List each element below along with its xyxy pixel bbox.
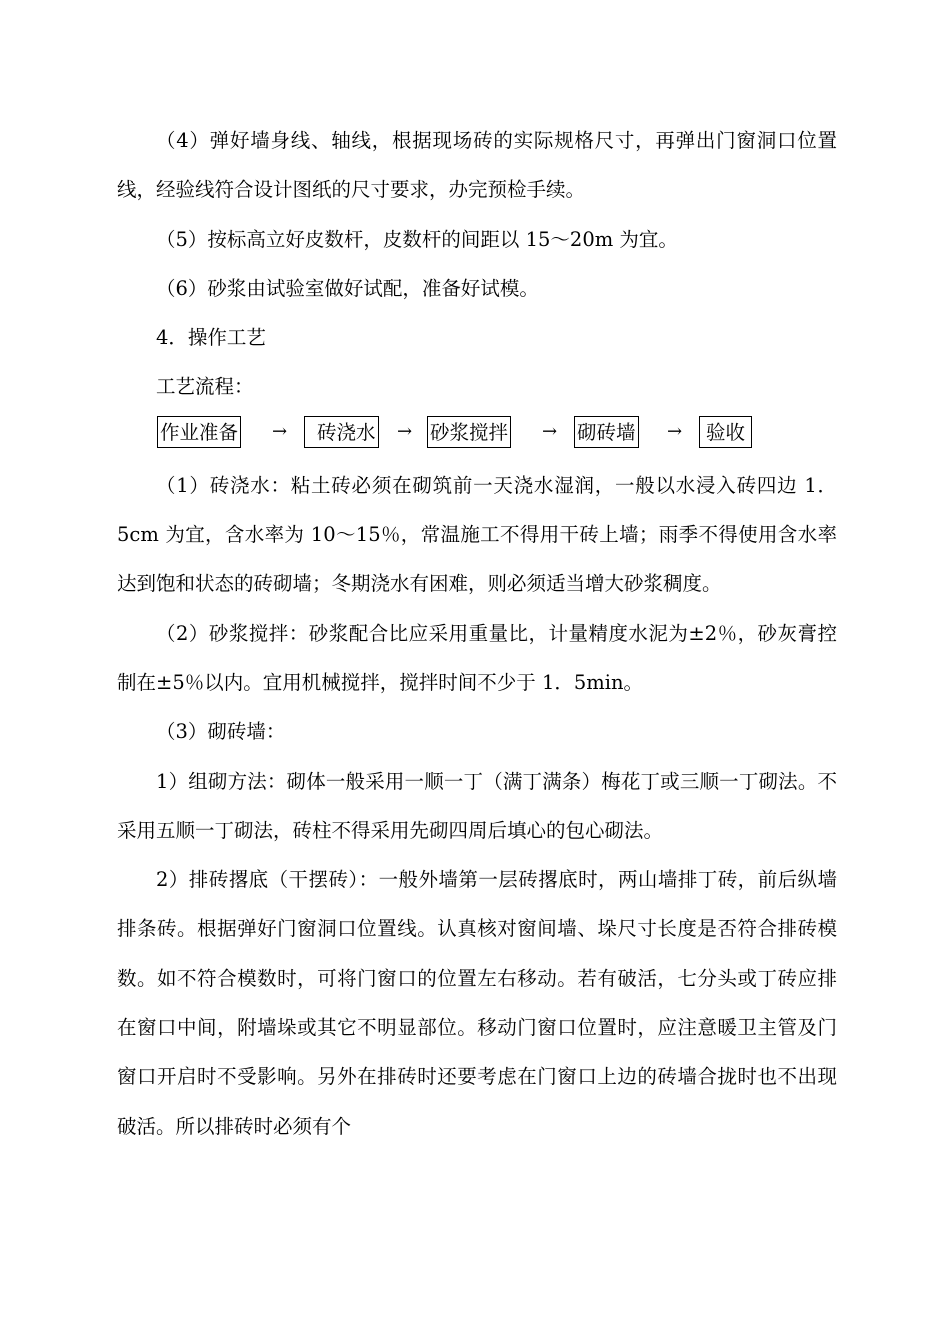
paragraph-step-5: （5）按标高立好皮数杆，皮数杆的间距以 15～20m 为宜。 — [156, 227, 678, 251]
flow-arrow-icon: → — [667, 420, 683, 442]
flow-step-wall: 砌砖墙 — [574, 416, 639, 448]
paragraph-step-4: （4）弹好墙身线、轴线，根据现场砖的实际规格尺寸，再弹出门窗洞口位置线，经验线符合设计图纸的尺寸要求，办完预检手续。 — [117, 129, 837, 202]
flow-arrow-icon: → — [272, 420, 288, 442]
section-heading: 4．操作工艺 — [156, 326, 266, 350]
flow-step-prep: 作业准备 — [157, 416, 241, 448]
paragraph-bonding-method: 1）组砌方法：砌体一般采用一顺一丁（满丁满条）梅花丁或三顺一丁砌法。不采用五顺一丁砌法，砖柱不得采用先砌四周后填心的包心砌法。 — [117, 769, 837, 842]
document-body — [117, 116, 837, 1151]
paragraph-brick-wall-heading: （3）砌砖墙： — [156, 720, 286, 744]
flow-arrow-icon: → — [542, 420, 558, 442]
process-flow — [117, 412, 837, 461]
paragraph-brick-watering: （1）砖浇水：粘土砖必须在砌筑前一天浇水湿润，一般以水浸入砖四边 1．5cm 为宜，含水率为 10～15％，常温施工不得用干砖上墙；雨季不得使用含水率达到饱和状态的砖砌墙；冬期浇水有困难，则必须适当增大砂浆稠度。 — [117, 473, 837, 596]
paragraph-mortar-mixing: （2）砂浆搅拌：砂浆配合比应采用重量比，计量精度水泥为±2％，砂灰膏控制在±5％以内。宜用机械搅拌，搅拌时间不少于 1．5min。 — [117, 621, 837, 694]
paragraph-step-6: （6）砂浆由试验室做好试配，准备好试模。 — [156, 276, 539, 300]
flow-step-water: 砖浇水 — [304, 416, 379, 448]
flow-step-accept: 验收 — [699, 416, 752, 448]
flow-arrow-icon: → — [397, 420, 413, 442]
paragraph-brick-layout: 2）排砖撂底（干摆砖）：一般外墙第一层砖撂底时，两山墙排丁砖，前后纵墙排条砖。根据弹好门窗洞口位置线。认真核对窗间墙、垛尺寸长度是否符合排砖模数。如不符合模数时，可将门窗口的位置左右移动。若有破活，七分头或丁砖应排在窗口中间，附墙垛或其它不明显部位。移动门窗口位置时，应注意暖卫主管及门窗口开启时不受影响。另外在排砖时还要考虑在门窗口上边的砖墙合拢时也不出现破活。所以排砖时必须有个 — [117, 868, 837, 1138]
flow-title: 工艺流程： — [156, 375, 254, 399]
flow-step-mortar: 砂浆搅拌 — [427, 416, 511, 448]
